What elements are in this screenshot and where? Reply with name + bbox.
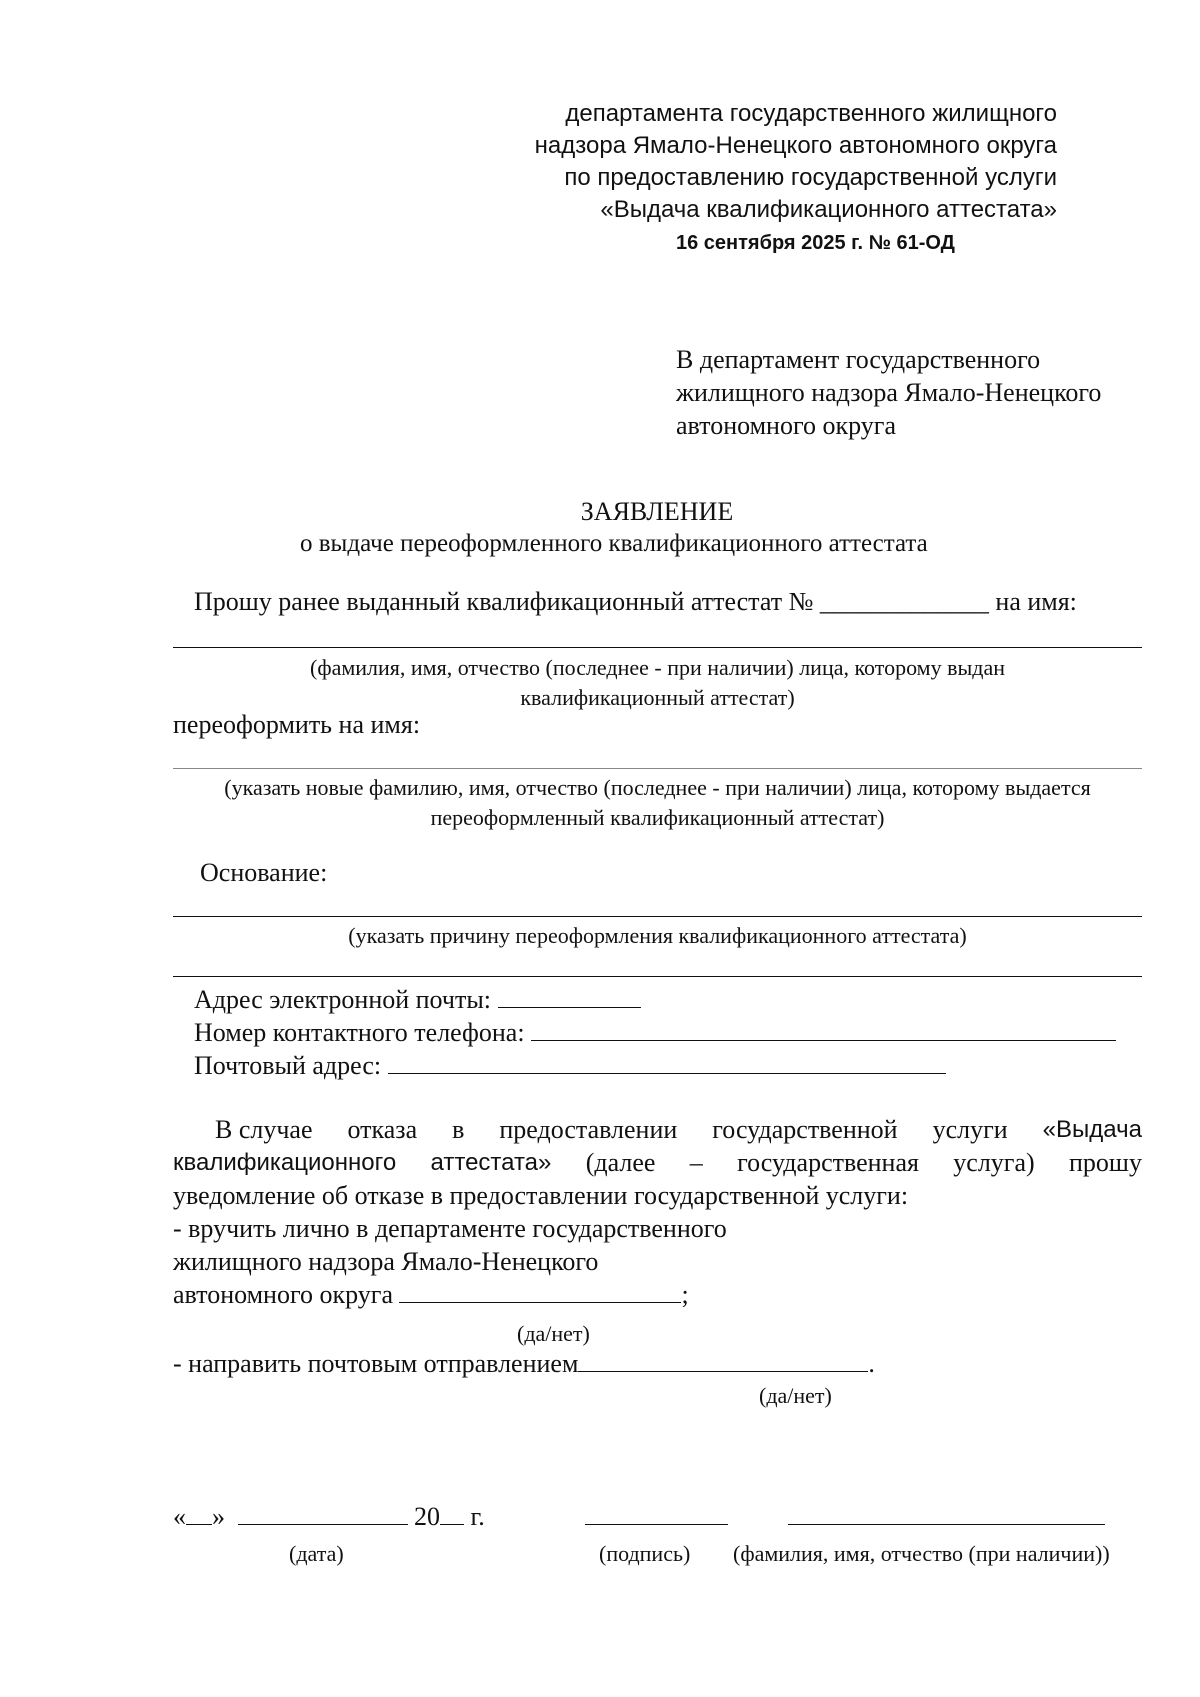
holder-name-hint — [173, 653, 1142, 713]
addressee-line: жилищного надзора Ямало-Ненецкого — [676, 378, 1102, 407]
word: «Выдача — [1042, 1116, 1142, 1143]
word: отказа — [347, 1115, 418, 1144]
request-label: Прошу ранее выданный квалификационный аттестат № — [194, 587, 814, 616]
word: услуги — [932, 1115, 1008, 1144]
document-subtitle: о выдаче переоформленного квалификационного аттестата — [300, 530, 928, 557]
signature-line[interactable] — [585, 1524, 728, 1525]
punctuation: . — [868, 1349, 875, 1378]
hint-line: квалификационный аттестат) — [520, 685, 795, 710]
word: в — [452, 1115, 465, 1144]
day-field[interactable] — [186, 1500, 212, 1525]
quote-close: » — [212, 1502, 225, 1531]
hint-line: переоформленный квалификационный аттестат) — [430, 805, 885, 830]
option-1-line: жилищного надзора Ямало-Ненецкого — [173, 1247, 599, 1276]
signature-hint: (подпись) — [599, 1541, 691, 1566]
basis-label: Основание: — [200, 858, 328, 887]
refusal-line-1 — [173, 1113, 1142, 1146]
request-suffix: на имя: — [995, 587, 1077, 616]
year-suffix: г. — [470, 1502, 485, 1531]
year-prefix: 20 — [414, 1502, 440, 1531]
option-2-text: - направить почтовым отправлением — [173, 1349, 579, 1378]
basis-line-2[interactable] — [173, 976, 1142, 977]
new-name-hint — [173, 773, 1142, 833]
hint-line: (фамилия, имя, отчество (последнее - при наличии) лица, которому выдан — [310, 655, 1005, 680]
document-title: ЗАЯВЛЕНИЕ — [580, 497, 734, 526]
new-name-line[interactable] — [173, 768, 1142, 769]
option-1-hint: (да/нет) — [517, 1321, 590, 1346]
holder-name-line[interactable] — [173, 647, 1142, 648]
word: предоставлении — [499, 1115, 678, 1144]
email-row — [194, 983, 641, 1015]
reissue-label: переоформить на имя: — [173, 710, 421, 739]
addressee-line: автономного округа — [676, 411, 896, 440]
date-row — [173, 1500, 485, 1532]
addressee-line: В департамент государственного — [676, 345, 1041, 374]
header-line: департамента государственного жилищного — [565, 100, 1057, 127]
word: государственной — [712, 1115, 898, 1144]
phone-row — [194, 1016, 1116, 1048]
option-2-answer-field[interactable] — [578, 1347, 868, 1372]
refusal-line-3: уведомление об отказе в предоставлении государственной услуги: — [173, 1181, 909, 1210]
hint-line: (указать новые фамилию, имя, отчество (последнее - при наличии) лица, которому выдается — [224, 775, 1091, 800]
certificate-number-field[interactable]: _____________ — [819, 587, 989, 616]
word: квалификационного — [173, 1149, 397, 1176]
email-label: Адрес электронной почты: — [194, 985, 492, 1014]
postal-row — [194, 1049, 946, 1081]
word: В случае — [215, 1115, 313, 1144]
word: (далее — [585, 1148, 656, 1177]
header-line: «Выдача квалификационного аттестата» — [600, 196, 1057, 223]
refusal-line-2 — [173, 1146, 1142, 1179]
document-header — [535, 98, 1057, 226]
word: услуга) — [953, 1148, 1035, 1177]
option-2-row — [173, 1347, 875, 1379]
basis-hint: (указать причину переоформления квалификационного аттестата) — [348, 923, 967, 948]
phone-field[interactable] — [531, 1016, 1116, 1041]
request-text — [194, 587, 1077, 617]
option-1-line: - вручить лично в департаменте государственного — [173, 1214, 727, 1243]
option-2-hint: (да/нет) — [759, 1383, 832, 1408]
word: аттестата» — [430, 1149, 552, 1176]
quote-open: « — [173, 1502, 186, 1531]
option-1-text: автономного округа — [173, 1280, 393, 1309]
word: – — [689, 1148, 703, 1177]
option-1-answer-field[interactable] — [399, 1278, 681, 1303]
option-1-line-last — [173, 1278, 1142, 1311]
email-field[interactable] — [498, 983, 641, 1008]
basis-line[interactable] — [173, 916, 1142, 917]
header-line: по предоставлению государственной услуги — [564, 164, 1057, 191]
word: государственная — [737, 1148, 919, 1177]
postal-field[interactable] — [388, 1049, 946, 1074]
word: прошу — [1069, 1148, 1142, 1177]
header-line: надзора Ямало-Ненецкого автономного округа — [534, 132, 1057, 159]
full-name-hint: (фамилия, имя, отчество (при наличии)) — [733, 1541, 1110, 1566]
year-field[interactable] — [440, 1500, 464, 1525]
addressee-block — [676, 343, 1101, 442]
full-name-line[interactable] — [788, 1524, 1105, 1525]
refusal-paragraph — [173, 1113, 1142, 1311]
punctuation: ; — [681, 1280, 689, 1309]
phone-label: Номер контактного телефона: — [194, 1018, 525, 1047]
month-field[interactable] — [238, 1500, 408, 1525]
date-hint: (дата) — [289, 1541, 344, 1566]
order-reference: 16 сентября 2025 г. № 61-ОД — [676, 232, 955, 254]
postal-label: Почтовый адрес: — [194, 1051, 382, 1080]
